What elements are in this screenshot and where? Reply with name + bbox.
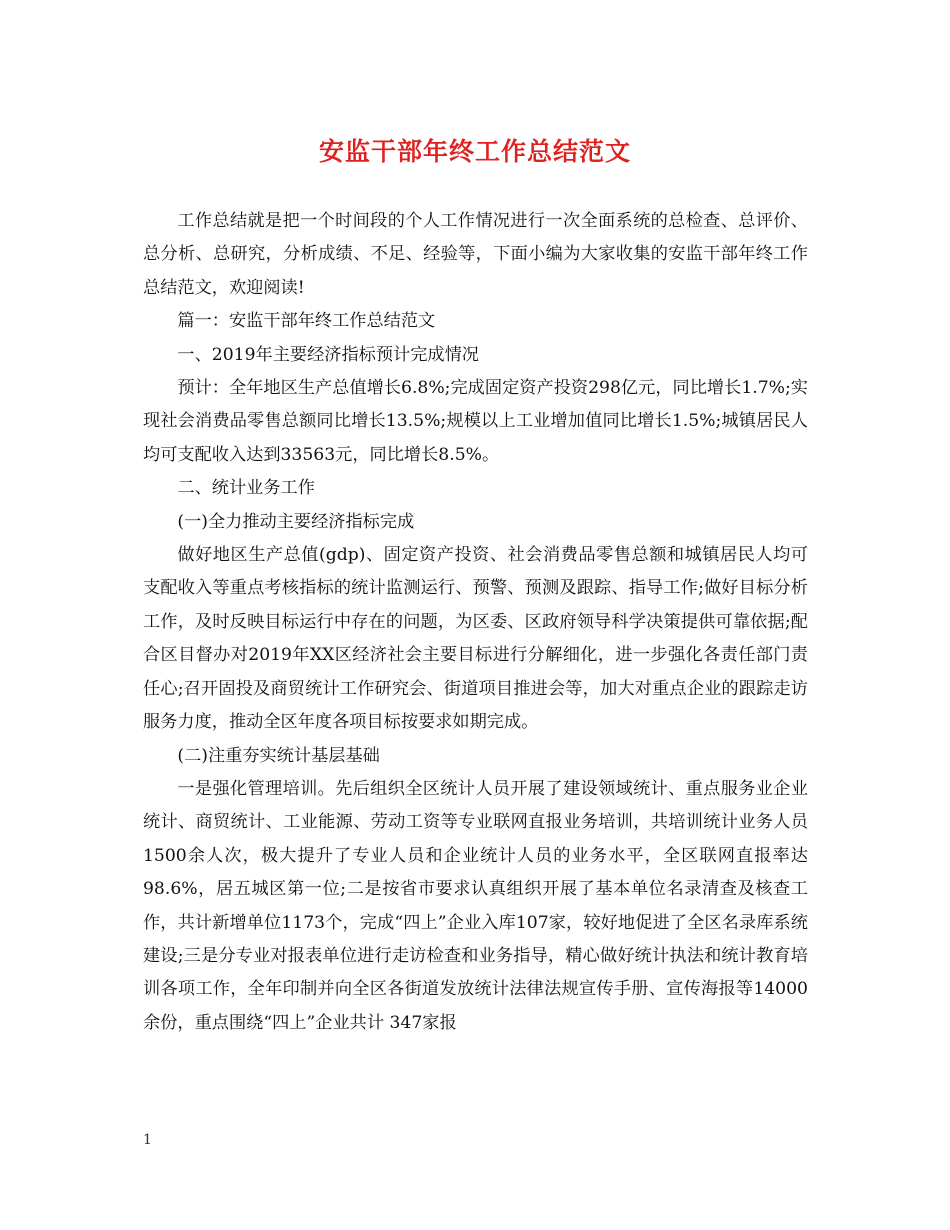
paragraph-subheading-two: (二)注重夯实统计基层基础 bbox=[177, 745, 380, 766]
paragraph-heading-statistics: 二、统计业务工作 bbox=[177, 478, 315, 499]
paragraph-subheading-one: (一)全力推动主要经济指标完成 bbox=[177, 511, 415, 532]
document-body bbox=[143, 205, 808, 1040]
paragraph-indicators: 预计：全年地区生产总值增长6.8%;完成固定资产投资298亿元，同比增长1.7%;实现社会消费品零售总额同比增长13.5%;规模以上工业增加值同比增长1.5%;城镇居民人均可支配收入达到33563元，同比增长8.5%。 bbox=[143, 378, 808, 465]
paragraph-intro: 工作总结就是把一个时间段的个人工作情况进行一次全面系统的总检查、总评价、总分析、总研究，分析成绩、不足、经验等，下面小编为大家收集的安监干部年终工作总结范文，欢迎阅读! bbox=[143, 211, 808, 298]
paragraph-heading-indicators: 一、2019年主要经济指标预计完成情况 bbox=[177, 344, 479, 365]
document-title: 安监干部年终工作总结范文 bbox=[318, 137, 631, 166]
paragraph-training: 一是强化管理培训。先后组织全区统计人员开展了建设领域统计、重点服务业企业统计、商贸统计、工业能源、劳动工资等专业联网直报业务培训，共培训统计业务人员1500余人次，极大提升了专业人员和企业统计人员的业务水平，全区联网直报率达98.6%，居五城区第一位;二是按省市要求认真组织开展了基本单位名录清查及核查工作，共计新增单位1173个，完成“四上”企业入库107家，较好地促进了全区名录库系统建设;三是分专业对报表单位进行走访检查和业务指导，精心做好统计执法和统计教育培训各项工作，全年印制并向全区各街道发放统计法律法规宣传手册、宣传海报等14000余份，重点围绕“四上”企业共计 347家报 bbox=[143, 778, 808, 1033]
page-number: 1 bbox=[143, 1132, 152, 1148]
paragraph-targets: 做好地区生产总值(gdp)、固定资产投资、社会消费品零售总额和城镇居民人均可支配收入等重点考核指标的统计监测运行、预警、预测及跟踪、指导工作;做好目标分析工作，及时反映目标运行中存在的问题，为区委、区政府领导科学决策提供可靠依据;配合区目督办对2019年XX区经济社会主要目标进行分解细化，进一步强化各责任部门责任心;召开固投及商贸统计工作研究会、街道项目推进会等，加大对重点企业的跟踪走访服务力度，推动全区年度各项目标按要求如期完成。 bbox=[143, 545, 808, 733]
paragraph-section-heading: 篇一：安监干部年终工作总结范文 bbox=[177, 311, 436, 332]
